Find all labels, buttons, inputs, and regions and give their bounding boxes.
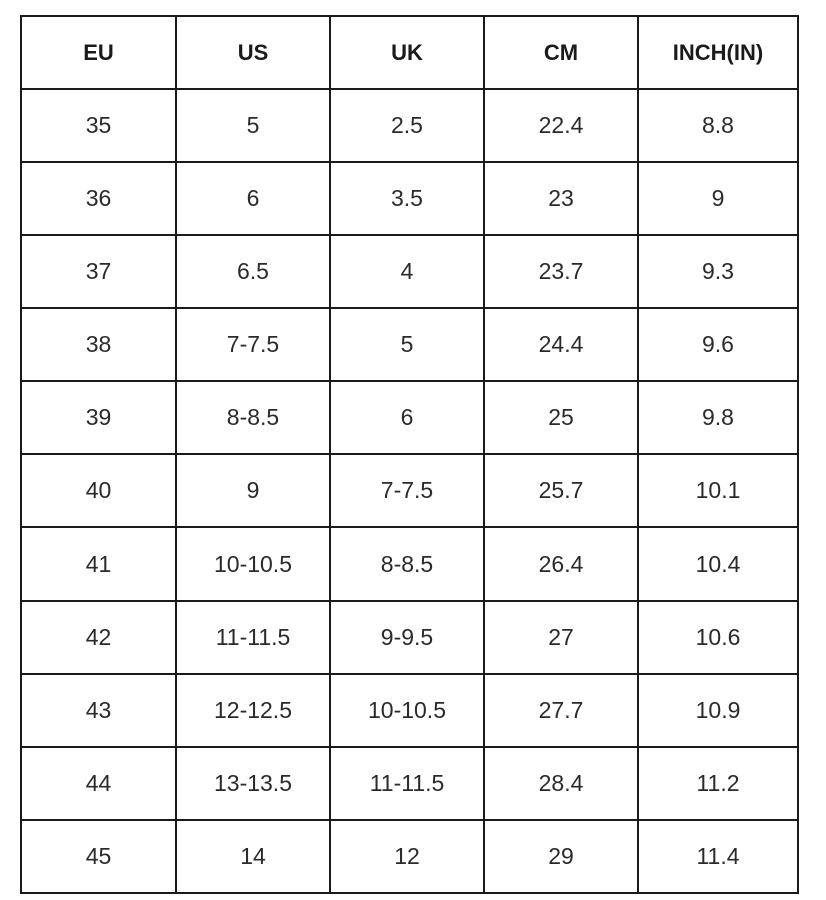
cell-inch: 11.4 — [638, 820, 798, 893]
cell-inch: 9 — [638, 162, 798, 235]
cell-eu: 39 — [21, 381, 176, 454]
cell-uk: 6 — [330, 381, 484, 454]
cell-uk: 8-8.5 — [330, 527, 484, 600]
cell-eu: 36 — [21, 162, 176, 235]
cell-cm: 26.4 — [484, 527, 638, 600]
cell-inch: 10.4 — [638, 527, 798, 600]
cell-eu: 43 — [21, 674, 176, 747]
cell-us: 9 — [176, 454, 330, 527]
cell-uk: 4 — [330, 235, 484, 308]
cell-cm: 25 — [484, 381, 638, 454]
cell-us: 13-13.5 — [176, 747, 330, 820]
cell-uk: 2.5 — [330, 89, 484, 162]
cell-cm: 27.7 — [484, 674, 638, 747]
cell-cm: 24.4 — [484, 308, 638, 381]
header-eu: EU — [21, 16, 176, 89]
cell-eu: 41 — [21, 527, 176, 600]
cell-cm: 29 — [484, 820, 638, 893]
cell-uk: 7-7.5 — [330, 454, 484, 527]
cell-us: 11-11.5 — [176, 601, 330, 674]
cell-inch: 10.1 — [638, 454, 798, 527]
cell-cm: 27 — [484, 601, 638, 674]
cell-cm: 28.4 — [484, 747, 638, 820]
size-chart-table — [20, 15, 799, 894]
table-row — [21, 162, 798, 235]
cell-uk: 3.5 — [330, 162, 484, 235]
cell-cm: 23 — [484, 162, 638, 235]
cell-cm: 22.4 — [484, 89, 638, 162]
table-row — [21, 381, 798, 454]
cell-cm: 25.7 — [484, 454, 638, 527]
table-header-row — [21, 16, 798, 89]
cell-uk: 5 — [330, 308, 484, 381]
header-us: US — [176, 16, 330, 89]
cell-us: 10-10.5 — [176, 527, 330, 600]
cell-uk: 12 — [330, 820, 484, 893]
cell-inch: 9.3 — [638, 235, 798, 308]
cell-eu: 35 — [21, 89, 176, 162]
cell-inch: 9.8 — [638, 381, 798, 454]
cell-inch: 9.6 — [638, 308, 798, 381]
cell-cm: 23.7 — [484, 235, 638, 308]
cell-eu: 44 — [21, 747, 176, 820]
cell-eu: 45 — [21, 820, 176, 893]
cell-eu: 42 — [21, 601, 176, 674]
table-row — [21, 601, 798, 674]
header-uk: UK — [330, 16, 484, 89]
table-row — [21, 820, 798, 893]
cell-inch: 11.2 — [638, 747, 798, 820]
table-row — [21, 308, 798, 381]
table-body — [21, 89, 798, 893]
cell-inch: 10.9 — [638, 674, 798, 747]
cell-us: 14 — [176, 820, 330, 893]
header-cm: CM — [484, 16, 638, 89]
table-row — [21, 674, 798, 747]
cell-us: 12-12.5 — [176, 674, 330, 747]
cell-eu: 38 — [21, 308, 176, 381]
table-row — [21, 527, 798, 600]
cell-uk: 9-9.5 — [330, 601, 484, 674]
cell-uk: 11-11.5 — [330, 747, 484, 820]
cell-uk: 10-10.5 — [330, 674, 484, 747]
cell-us: 5 — [176, 89, 330, 162]
cell-inch: 10.6 — [638, 601, 798, 674]
table-row — [21, 454, 798, 527]
table-row — [21, 235, 798, 308]
table-row — [21, 89, 798, 162]
cell-eu: 37 — [21, 235, 176, 308]
cell-us: 7-7.5 — [176, 308, 330, 381]
cell-us: 6 — [176, 162, 330, 235]
header-inch: INCH(IN) — [638, 16, 798, 89]
cell-us: 6.5 — [176, 235, 330, 308]
cell-inch: 8.8 — [638, 89, 798, 162]
cell-eu: 40 — [21, 454, 176, 527]
cell-us: 8-8.5 — [176, 381, 330, 454]
table-row — [21, 747, 798, 820]
